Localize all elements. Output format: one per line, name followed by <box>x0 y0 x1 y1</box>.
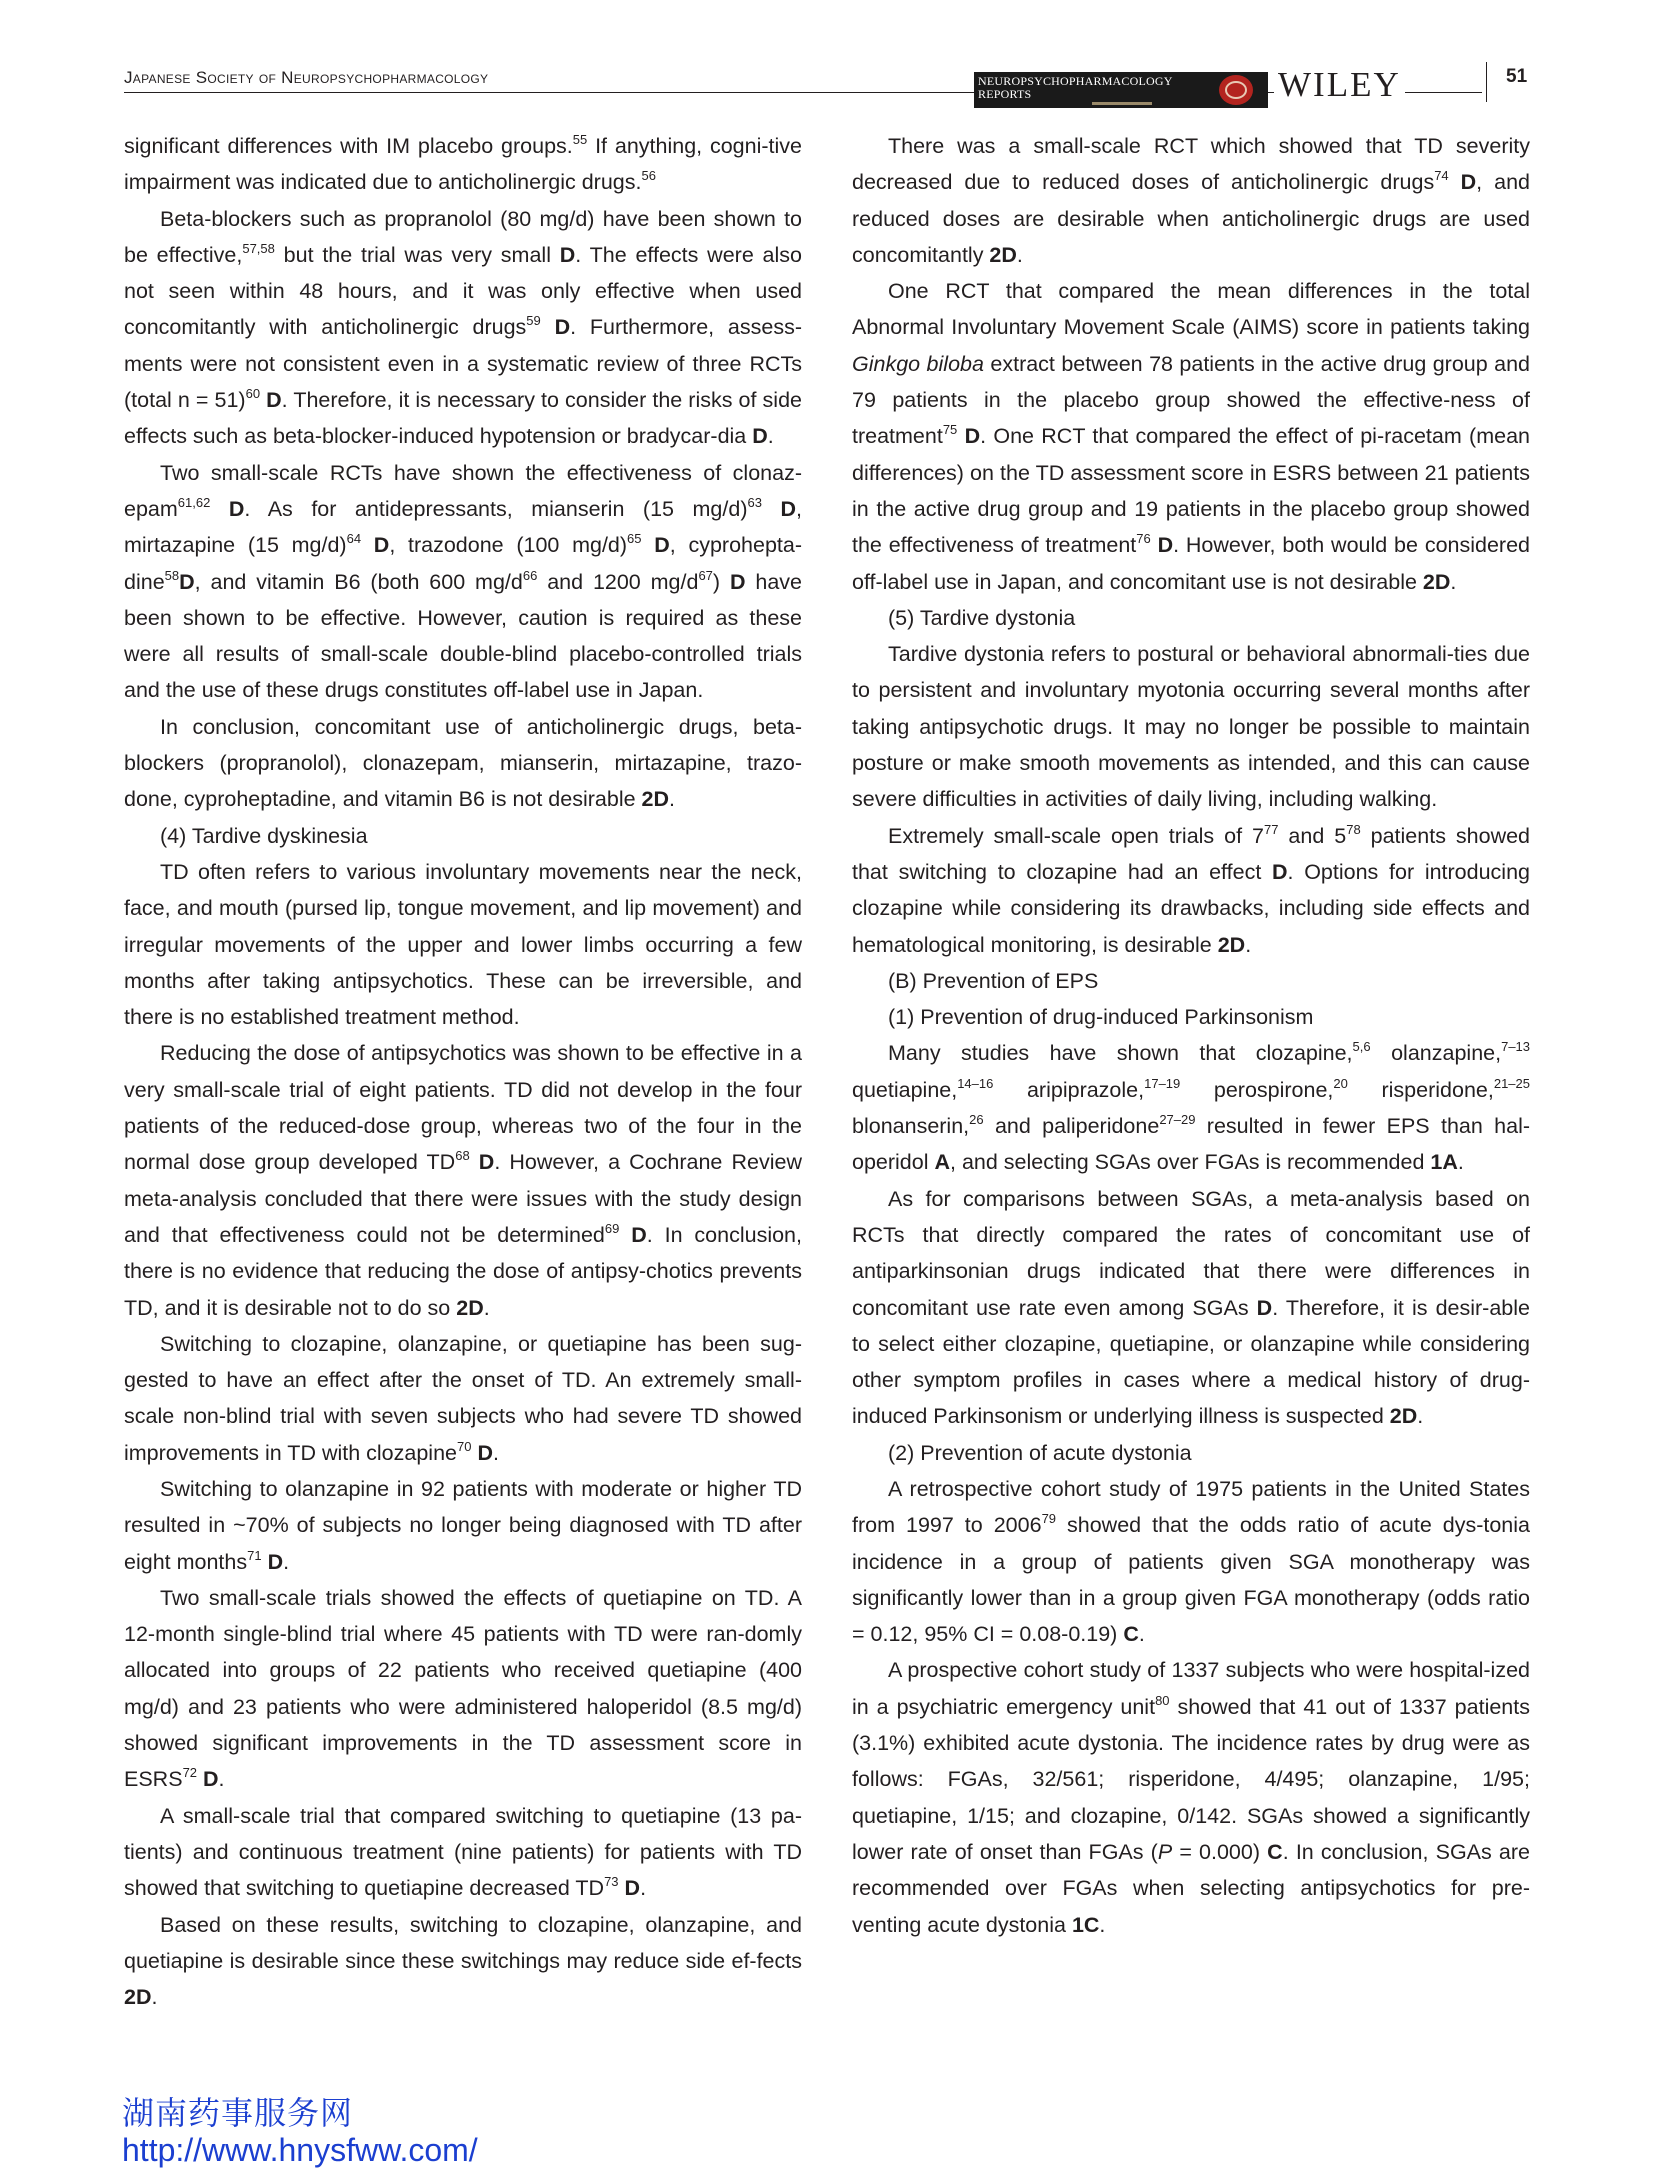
journal-stripe <box>1092 102 1152 105</box>
paragraph: Beta-blockers such as propranolol (80 mg/d) have been shown to be effective,$^{57,58}$ but the trial was very small D. The effects were also not seen within 48 hours, and it was only effective when used concomitantly with anticholinergic drugs$^{59}$ D. Furthermore, assess-ments were not consistent even in a systematic review of three RCTs (total n = 51)$^{60}$ D. Therefore, it is necessary to consider the risks of side effects such as beta-blocker-induced hypotension or bradycar-dia D. <box>124 206 802 449</box>
page-number: 51 <box>1506 66 1528 87</box>
site-watermark <box>122 2094 478 2168</box>
paragraph: One RCT that compared the mean differences in the total Abnormal Involuntary Movement Scale (AIMS) score in patients taking Ginkgo biloba extract between 78 patients in the active drug group and 79 patients in the placebo group showed the effective-ness of treatment$^{75}$ D. One RCT that compared the effect of pi-racetam (mean differences) on the TD assessment score in ESRS between 21 patients in the active drug group and 19 patients in the placebo group showed the effectiveness of treatment$^{76}$ D. However, both would be considered off-label use in Japan, and concomitant use is not desirable 2D. <box>852 279 1531 594</box>
running-header <box>124 62 1540 104</box>
right-column <box>852 128 1530 1943</box>
paragraph: Two small-scale RCTs have shown the effectiveness of clonaz-epam$^{61,62}$ D. As for antidepressants, mianserin (15 mg/d)$^{63}$ D, mirtazapine (15 mg/d)$^{64}$ D, trazodone (100 mg/d)$^{65}$ D, cyprohepta-dine$^{58}$D, and vitamin B6 (both 600 $mg/d^{66}$ and 1200 $mg/d^{67}$) D have been shown to be effective. However, caution is required as these were all results of small-scale double-blind placebo-controlled trials and the use of these drugs constitutes off-label use in Japan. <box>124 460 802 703</box>
paragraph: As for comparisons between SGAs, a meta-analysis based on RCTs that directly compared the rates of concomitant use of antiparkinsonian drugs indicated that there were differences in concomitant use rate even among SGAs D. Therefore, it is desir-able to select either clozapine, quetiapine, or olanzapine while considering other symptom profiles in cases where a medical history of drug-induced Parkinsonism or underlying illness is suspected 2D. <box>852 1186 1530 1429</box>
paragraph: Tardive dystonia refers to postural or behavioral abnormali-ties due to persistent and involuntary myotonia occurring several months after taking antipsychotic drugs. It may no longer be possible to maintain posture or make smooth movements as intended, and this can cause severe difficulties in activities of daily living, including walking. <box>852 642 1530 812</box>
paragraph: Switching to clozapine, olanzapine, or quetiapine has been sug-gested to have an effect after the onset of TD. An extremely small-scale non-blind trial with seven subjects who had severe TD showed improvements in TD with clozapine$^{70}$ D. <box>124 1331 802 1465</box>
left-column <box>124 128 802 2015</box>
paragraph: A prospective cohort study of 1337 subjects who were hospital-ized in a psychiatric emergency unit$^{80}$ showed that 41 out of 1337 patients (3.1%) exhibited acute dystonia. The incidence rates by drug were as follows: FGAs, 32/561; risperidone, 4/495; olanzapine, 1/95; quetiapine, 1/15; and clozapine, 0/142. SGAs showed a significantly lower rate of onset than FGAs (P = 0.000) C. In conclusion, SGAs are recommended over FGAs when selecting antipsychotics for pre-venting acute dystonia 1C. <box>852 1658 1530 1937</box>
society-name: Japanese Society of Neuropsychopharmacology <box>124 68 489 87</box>
paragraph: Extremely small-scale open trials of $7^{77}$ and $5^{78}$ patients showed that switching to clozapine had an effect D. Options for introducing clozapine while considering its drawbacks, including side effects and hematological monitoring, is desirable 2D. <box>852 821 1531 957</box>
paragraph: A retrospective cohort study of 1975 patients in the United States from 1997 to 2006$^{79}$ showed that the odds ratio of acute dys-tonia incidence in a group of patients given SGA monotherapy was significantly lower than in a group given FGA monotherapy (odds ratio = 0.12, 95% CI = 0.08-0.19) C. <box>852 1476 1530 1647</box>
paragraph: (B) Prevention of EPS <box>888 968 1099 993</box>
watermark-url[interactable]: http://www.hnysfww.com/ <box>122 2132 478 2168</box>
paragraph: Switching to olanzapine in 92 patients with moderate or higher TD resulted in ~70% of subjects no longer being diagnosed with TD after eight months$^{71}$ D. <box>124 1476 802 1574</box>
paragraph: (4) Tardive dyskinesia <box>160 823 368 848</box>
paragraph: (5) Tardive dystonia <box>888 605 1076 630</box>
paragraph: Based on these results, switching to clozapine, olanzapine, and quetiapine is desirable since these switchings may reduce side ef-fects 2D. <box>124 1912 802 2010</box>
paragraph: A small-scale trial that compared switching to quetiapine (13 pa-tients) and continuous treatment (nine patients) for patients with TD showed that switching to quetiapine decreased TD$^{73}$ D. <box>124 1803 802 1901</box>
paragraph: significant differences with IM placebo groups.$^{55}$ If anything, cogni-tive impairment was indicated due to anticholinergic drugs.$^{56}$ <box>124 132 802 195</box>
journal-banner <box>974 72 1268 108</box>
publisher-logo: WILEY <box>1274 66 1405 104</box>
paragraph: Reducing the dose of antipsychotics was shown to be effective in a very small-scale trial of eight patients. TD did not develop in the four patients of the reduced-dose group, whereas two of the four in the normal dose group developed TD$^{68}$ D. However, a Cochrane Review meta-analysis concluded that there were issues with the study design and that effectiveness could not be determined$^{69}$ D. In conclusion, there is no evidence that reducing the dose of antipsy-chotics prevents TD, and it is desirable not to do so 2D. <box>124 1041 802 1320</box>
paragraph: In conclusion, concomitant use of anticholinergic drugs, beta-blockers (propranolol), clonazepam, mianserin, mirtazapine, trazo-done, cyproheptadine, and vitamin B6 is not desirable 2D. <box>124 714 802 812</box>
paragraph: (2) Prevention of acute dystonia <box>888 1440 1192 1465</box>
paragraph: There was a small-scale RCT which showed that TD severity decreased due to reduced doses of anticholinergic drugs$^{74}$ D, and reduced doses are desirable when anticholinergic drugs are used concomitantly 2D. <box>852 134 1530 267</box>
paragraph: Many studies have shown that clozapine,$^{5,6}$ olanzapine,$^{7-13}$ quetiapine,$^{14-16}$ aripiprazole,$^{17-19}$ perospirone,$^{20}$ risperidone,$^{21-25}$ blonanserin,$^{26}$ and paliperidone$^{27-29}$ resulted in fewer EPS than hal-operidol A, and selecting SGAs over FGAs is recommended 1A. <box>852 1039 1531 1175</box>
header-divider <box>1486 62 1487 102</box>
watermark-chinese: 湖南药事服务网 <box>122 2094 354 2132</box>
paragraph: (1) Prevention of drug-induced Parkinsonism <box>888 1005 1314 1030</box>
paragraph: TD often refers to various involuntary movements near the neck, face, and mouth (pursed lip, tongue movement, and lip movement) and irregular movements of the upper and lower limbs occurring a few months after taking antipsychotics. These can be irreversible, and there is no established treatment method. <box>124 859 802 1030</box>
paragraph: Two small-scale trials showed the effects of quetiapine on TD. A 12-month single-blind trial where 45 patients with TD were ran-domly allocated into groups of 22 patients who received quetiapine (400 mg/d) and 23 patients who were administered haloperidol (8.5 mg/d) showed significant improvements in the TD assessment score in ESRS$^{72}$ D. <box>124 1585 802 1792</box>
journal-seal-icon <box>1219 75 1253 105</box>
journal-title: NEUROPSYCHOPHARMACOLOGY REPORTS <box>978 74 1173 101</box>
